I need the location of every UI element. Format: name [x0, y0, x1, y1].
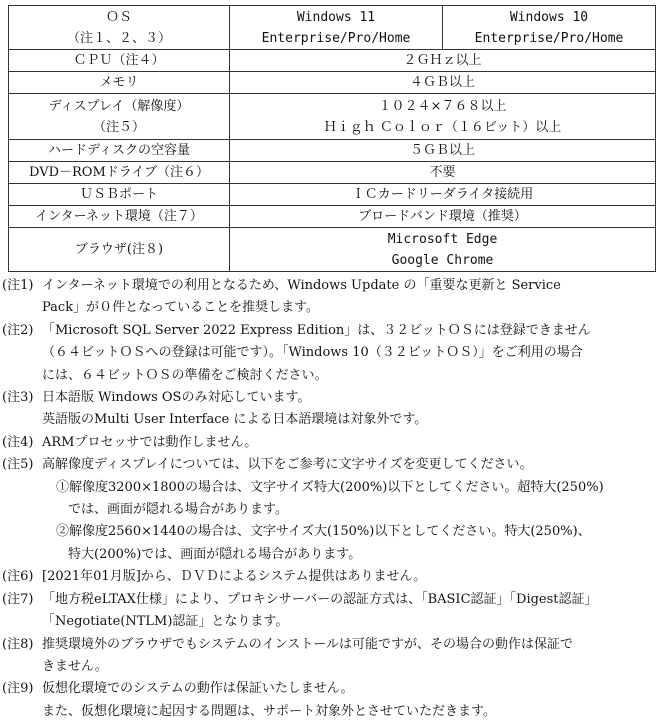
cpu-value: ２ＧＨｚ以上: [230, 50, 656, 72]
dvd-value: 不要: [230, 162, 656, 184]
note-line: Pack」が０件となっていることを推奨します。: [42, 300, 320, 316]
table-row-os: [9, 6, 656, 50]
note-line: 推奨環境外のブラウザでもシステムのインストールは可能ですが、その場合の動作は保証で: [42, 636, 574, 652]
note-line: 「Microsoft SQL Server 2022 Express Edition」は、３２ビットＯＳには登録できません: [42, 322, 591, 338]
memory-value: ４ＧＢ以上: [230, 72, 656, 94]
table-row-dvd: [9, 162, 656, 184]
note-line: ARMプロセッサでは動作しません。: [42, 434, 258, 450]
browser-edge: Microsoft Edge: [387, 231, 498, 247]
system-requirements-table: [8, 5, 656, 272]
note-line: また、仮想化環境に起因する問題は、サポート対象外とさせていただきます。: [42, 703, 496, 719]
display-label-cell: [9, 94, 230, 140]
note-label: (注3): [2, 390, 34, 406]
browser-chrome: Google Chrome: [391, 252, 494, 268]
note-label: (注7): [2, 591, 34, 607]
note-line: きません。: [42, 658, 108, 674]
table-row-display: [9, 94, 656, 140]
os-win11-cell: [230, 6, 443, 50]
os-win10-editions: Enterprise/Pro/Home: [474, 30, 624, 46]
cpu-label: ＣＰＵ（注４）: [9, 50, 230, 72]
note-2: [2, 320, 656, 387]
display-value-cell: [230, 94, 656, 140]
usb-label: ＵＳＢポート: [9, 184, 230, 206]
note-line: には、６４ビットＯＳの準備をご検討ください。: [42, 367, 328, 383]
note-line: 「Negotiate(NTLM)認証」となります。: [42, 614, 289, 630]
note-9: [2, 678, 656, 723]
os-label-notes: （注１、２、３）: [66, 30, 171, 46]
note-line: 「地方税eLTAX仕様」により、プロキシサーバーの認証方式は、「BASIC認証」「Digest認証」: [42, 591, 598, 607]
note-label: (注6): [2, 569, 34, 585]
internet-label: インターネット環境（注７）: [9, 206, 230, 228]
note-line: 特大(200%)では、画面が隠れる場合があります。: [68, 546, 362, 562]
note-label: (注2): [2, 322, 34, 338]
note-line: 英語版のMulti User Interface による日本語環境は対象外です。: [42, 412, 428, 428]
note-5: [2, 454, 656, 566]
display-label: ディスプレイ（解像度）: [48, 98, 190, 114]
disk-label: ハードディスクの空容量: [9, 140, 230, 162]
display-resolution: １０２４×７６８以上: [378, 98, 507, 114]
os-win11-name: Windows 11: [296, 9, 376, 25]
note-label: (注1): [2, 278, 34, 293]
table-row-disk: [9, 140, 656, 162]
table-row-usb: [9, 184, 656, 206]
table-row-browser: [9, 228, 656, 272]
usb-value: ＩＣカードリーダライタ接続用: [230, 184, 656, 206]
note-6: [2, 566, 656, 588]
note-line: では、画面が隠れる場合があります。: [68, 502, 288, 518]
note-label: (注5): [2, 457, 34, 473]
os-label: ＯＳ: [105, 9, 132, 25]
note-line: [2021年01月版]から、ＤＶＤによるシステム提供はありません。: [42, 569, 427, 585]
note-line: ①解像度3200×1800の場合は、文字サイズ特大(200%)以下としてください。超特大(250%): [56, 479, 604, 495]
note-line: （６４ビットＯＳへの登録は可能です）。「Windows 10（３２ビットＯＳ）」をご利用の場合: [42, 345, 583, 361]
note-line: 仮想化環境でのシステムの動作は保証いたしません。: [42, 681, 354, 697]
notes-section: [2, 275, 656, 723]
os-label-cell: [9, 6, 230, 50]
note-8: [2, 634, 656, 679]
display-label-note: （注５）: [92, 119, 145, 135]
memory-label: メモリ: [9, 72, 230, 94]
note-line: ②解像度2560×1440の場合は、文字サイズ大(150%)以下としてください。特大(250%)、: [56, 524, 591, 540]
note-3: [2, 387, 656, 432]
os-win10-cell: [443, 6, 656, 50]
note-line: 高解像度ディスプレイについては、以下をご参考に文字サイズを変更してください。: [42, 457, 533, 473]
note-line: インターネット環境での利用となるため、Windows Update の「重要な更新と Service: [42, 278, 561, 293]
table-row-internet: [9, 206, 656, 228]
note-1: [2, 275, 656, 320]
browser-value-cell: [230, 228, 656, 272]
internet-value: ブロードバンド環境（推奨）: [230, 206, 656, 228]
note-4: [2, 432, 656, 454]
os-win10-name: Windows 10: [509, 9, 589, 25]
browser-label: ブラウザ(注８): [9, 228, 230, 272]
os-win11-editions: Enterprise/Pro/Home: [261, 30, 411, 46]
dvd-label: DVD－ROMドライブ（注６）: [9, 162, 230, 184]
note-label: (注9): [2, 681, 34, 697]
note-line: 日本語版 Windows OSのみ対応しています。: [42, 390, 311, 406]
display-color: Ｈｉｇｈ Ｃｏｌｏｒ（１６ビット）以上: [323, 119, 562, 135]
note-label: (注8): [2, 636, 34, 652]
disk-value: ５ＧＢ以上: [230, 140, 656, 162]
table-row-cpu: [9, 50, 656, 72]
table-row-memory: [9, 72, 656, 94]
note-7: [2, 589, 656, 634]
note-label: (注4): [2, 434, 34, 450]
